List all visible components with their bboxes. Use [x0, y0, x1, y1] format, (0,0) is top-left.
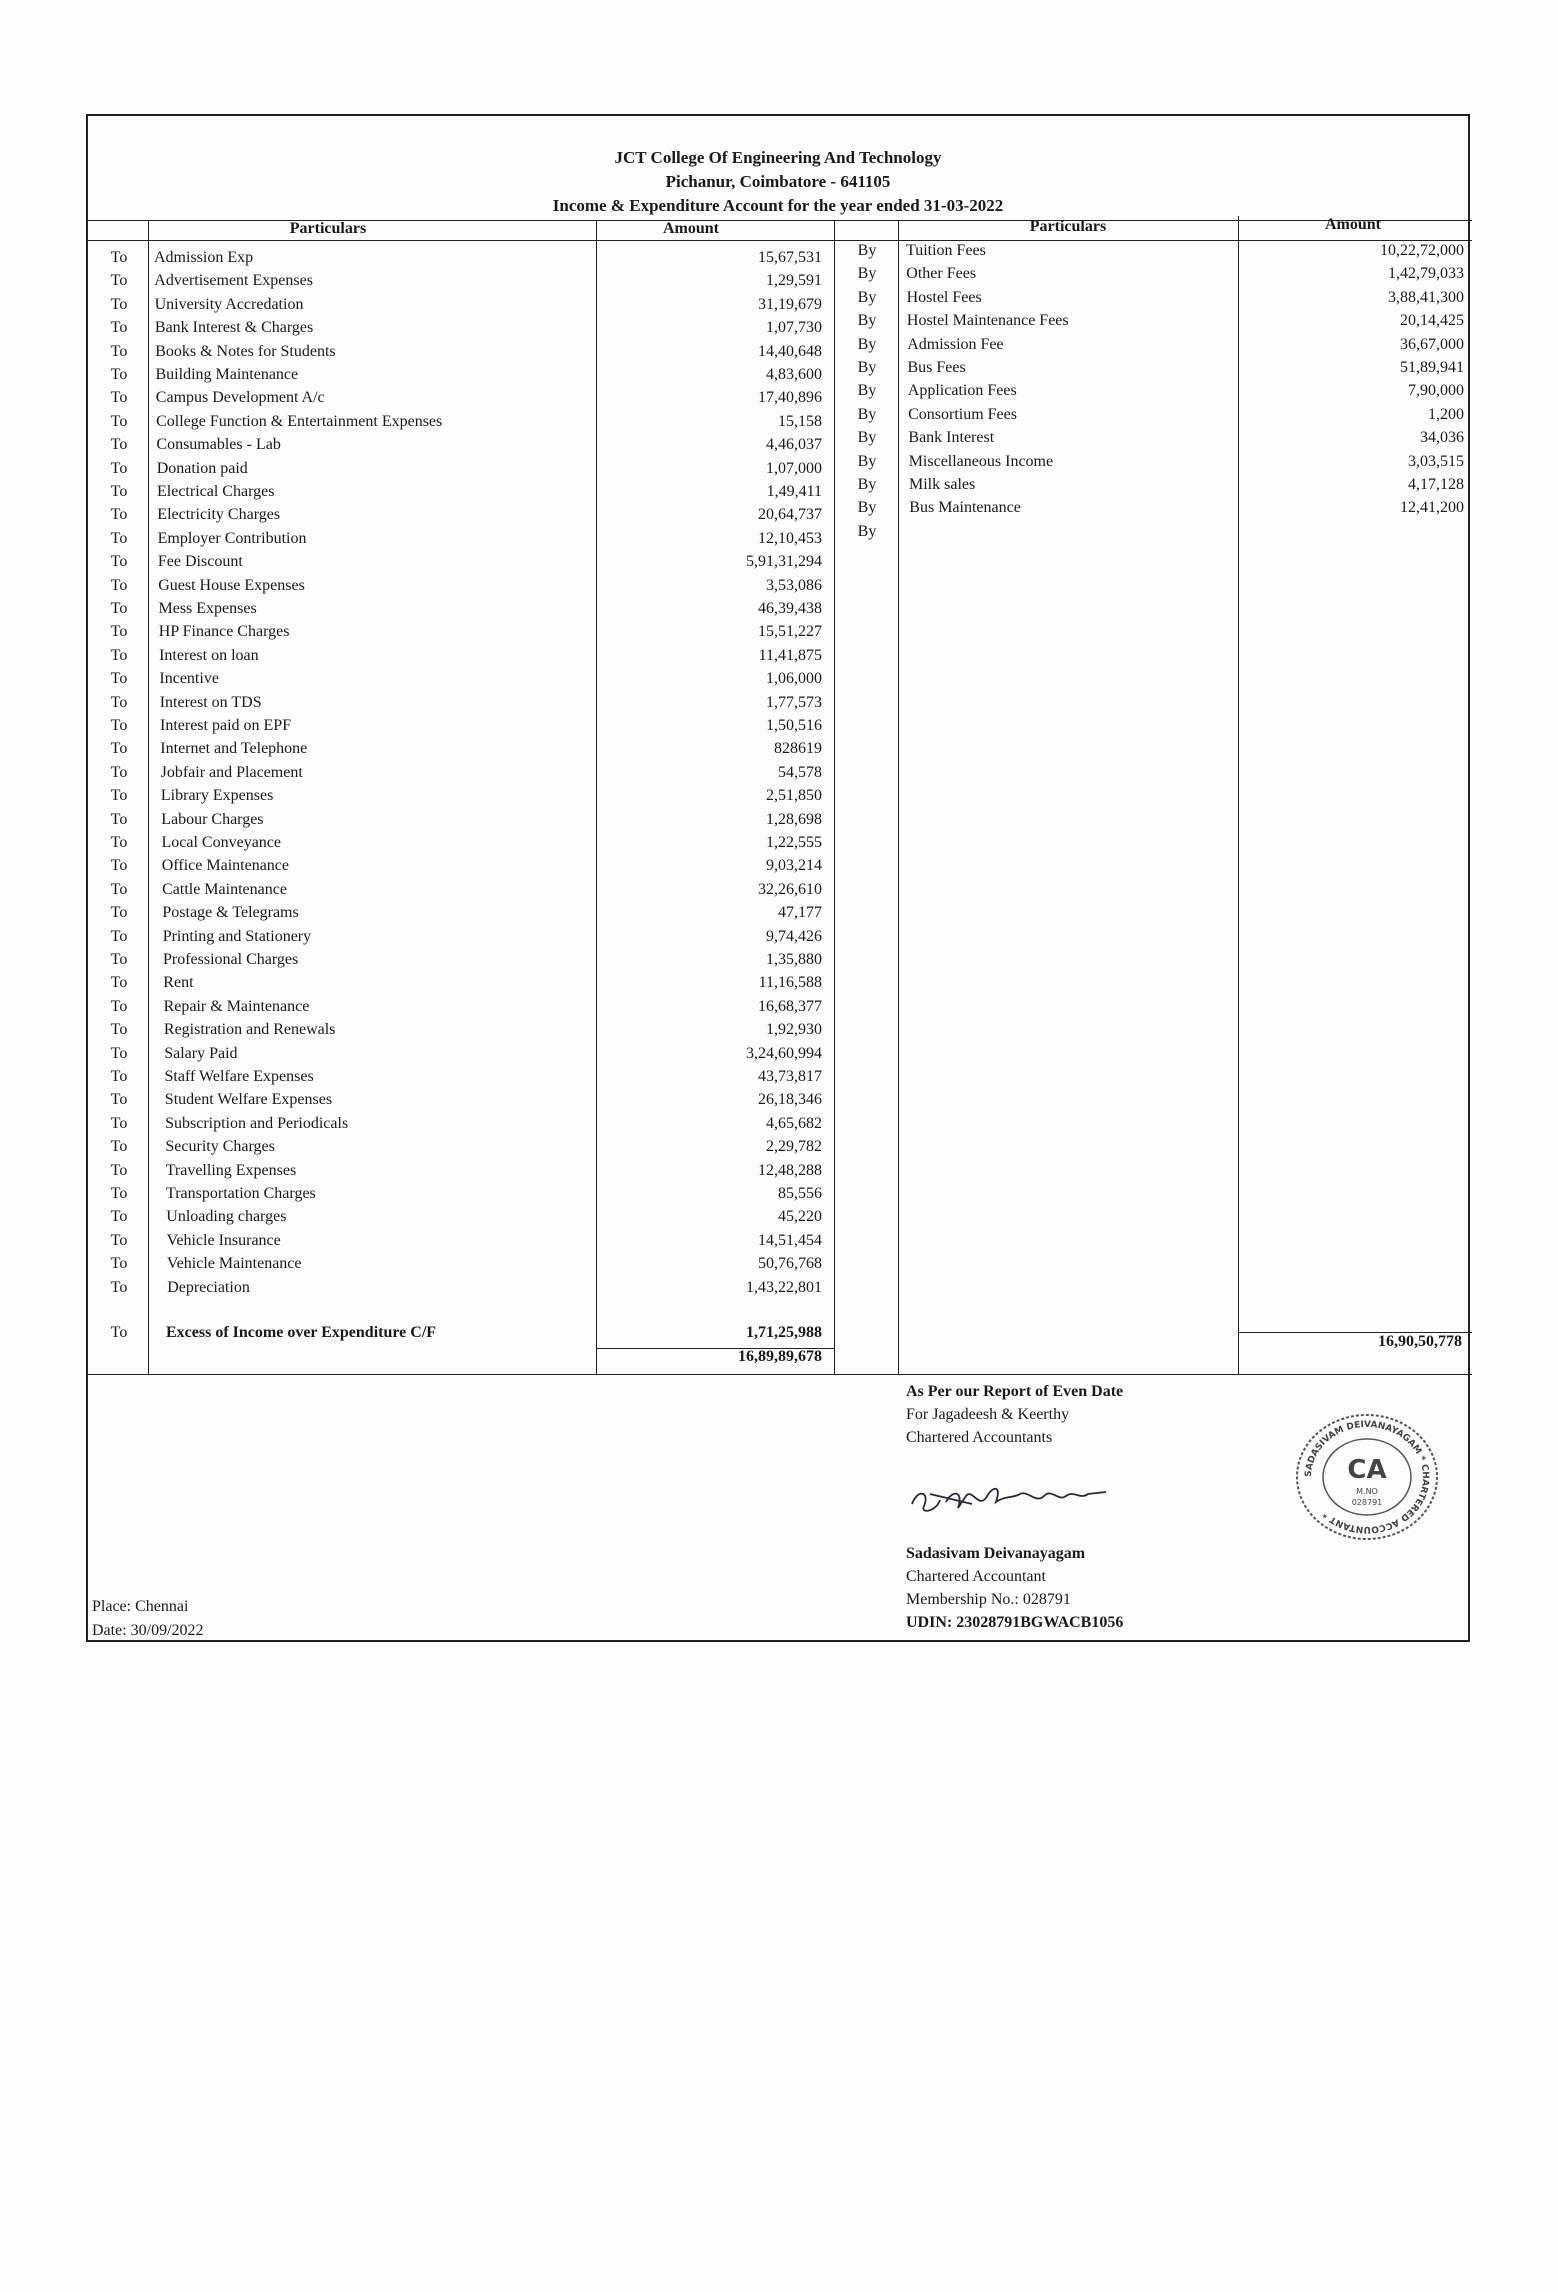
expenditure-row — [88, 1255, 834, 1278]
expense-name: Repair & Maintenance — [163, 997, 310, 1015]
row-prefix: To — [110, 787, 128, 805]
left-amount-header: Amount — [662, 220, 719, 237]
row-prefix: To — [110, 576, 128, 594]
expense-amount: 1,29,591 — [766, 272, 822, 290]
expenditure-row — [88, 272, 834, 295]
income-name: Application Fees — [907, 382, 1017, 400]
expense-name: Local Conveyance — [161, 834, 281, 851]
row-prefix: To — [110, 974, 128, 992]
income-row — [834, 499, 1472, 522]
row-prefix: To — [110, 342, 128, 360]
row-prefix: To — [110, 1114, 128, 1132]
column-header-divider — [88, 240, 1472, 241]
expense-amount: 50,76,768 — [758, 1255, 822, 1273]
excess-row — [88, 1324, 834, 1347]
income-row — [834, 312, 1472, 335]
expense-name: Postage & Telegrams — [162, 904, 299, 922]
expenditure-row — [88, 1232, 834, 1255]
auditor-report-block — [906, 1380, 1123, 1449]
expenditure-row — [88, 974, 834, 997]
right-total-amount: 16,90,50,778 — [1378, 1333, 1462, 1350]
table-bottom-rule — [88, 1374, 1472, 1375]
expense-amount: 46,39,438 — [758, 600, 822, 617]
expenditure-row — [88, 1138, 834, 1161]
expense-amount: 32,26,610 — [758, 880, 822, 898]
expenditure-row — [88, 904, 834, 927]
row-prefix: By — [857, 359, 877, 376]
excess-amount: 1,71,25,988 — [746, 1324, 822, 1341]
expense-name: Guest House Expenses — [158, 576, 305, 594]
expense-amount: 85,556 — [778, 1185, 822, 1202]
row-prefix: To — [110, 763, 128, 781]
expense-amount: 1,22,555 — [766, 834, 822, 851]
row-prefix: To — [110, 389, 128, 407]
expense-amount: 1,92,930 — [766, 1021, 822, 1039]
income-amount: 1,42,79,033 — [1388, 265, 1464, 283]
income-row — [834, 289, 1472, 312]
right-particulars-header: Particulars — [1029, 218, 1107, 235]
row-prefix: To — [110, 717, 128, 734]
expense-amount: 4,65,682 — [766, 1114, 822, 1132]
expense-amount: 9,03,214 — [766, 857, 822, 875]
handwritten-signature — [906, 1468, 1186, 1528]
expense-amount: 26,18,346 — [758, 1091, 822, 1109]
expense-name: Bank Interest & Charges — [154, 319, 314, 337]
row-prefix: By — [857, 452, 877, 470]
expense-amount: 17,40,896 — [758, 389, 822, 407]
expense-amount: 1,50,516 — [766, 717, 822, 734]
expense-amount: 14,51,454 — [758, 1231, 822, 1249]
expenditure-row — [88, 506, 834, 529]
expense-amount: 1,06,000 — [766, 670, 822, 688]
expense-name: Interest on TDS — [159, 693, 262, 711]
expense-amount: 11,16,588 — [758, 974, 822, 992]
left-particulars-header: Particulars — [289, 220, 367, 237]
income-amount: 7,90,000 — [1408, 382, 1464, 400]
expense-name: Travelling Expenses — [165, 1161, 297, 1179]
expense-amount: 828619 — [774, 740, 822, 758]
expense-amount: 2,51,850 — [766, 787, 822, 805]
expenditure-row — [88, 811, 834, 834]
expense-name: Vehicle Maintenance — [166, 1255, 302, 1273]
income-row — [834, 476, 1472, 499]
expense-amount: 15,158 — [778, 412, 822, 430]
income-name: Bank Interest — [908, 429, 995, 447]
expenditure-row — [88, 764, 834, 787]
expenditure-row — [88, 577, 834, 600]
expense-name: Student Welfare Expenses — [164, 1091, 333, 1109]
expenditure-row — [88, 623, 834, 646]
income-expenditure-statement — [86, 114, 1470, 1642]
expenditure-row — [88, 413, 834, 436]
row-prefix: By — [857, 288, 877, 306]
income-name: Admission Fee — [907, 335, 1004, 353]
row-prefix: To — [110, 904, 128, 922]
income-name: Milk sales — [909, 476, 976, 493]
expense-amount: 16,68,377 — [758, 997, 822, 1015]
row-prefix: To — [110, 1068, 128, 1085]
expenditure-row — [88, 1068, 834, 1091]
income-row — [834, 265, 1472, 288]
left-total-row — [596, 1348, 834, 1371]
expense-name: Subscription and Periodicals — [165, 1114, 349, 1132]
row-prefix: To — [110, 600, 128, 617]
row-prefix: To — [110, 1021, 128, 1039]
row-prefix: To — [110, 506, 128, 524]
row-prefix: To — [110, 810, 128, 828]
firm-type: Chartered Accountants — [906, 1429, 1053, 1446]
expense-name: Jobfair and Placement — [160, 763, 303, 781]
expense-amount: 1,28,698 — [766, 810, 822, 828]
stamp-mno-label: M.NO — [1356, 1487, 1378, 1496]
expense-name: Depreciation — [167, 1278, 250, 1296]
expense-amount: 4,46,037 — [766, 436, 822, 454]
expense-name: Unloading charges — [166, 1208, 287, 1226]
expense-amount: 54,578 — [778, 763, 822, 781]
expense-name: Fee Discount — [157, 553, 243, 571]
expenditure-row — [88, 740, 834, 763]
expenditure-row — [88, 343, 834, 366]
expense-amount: 2,29,782 — [766, 1138, 822, 1156]
expenditure-row — [88, 553, 834, 576]
income-amount: 3,88,41,300 — [1388, 288, 1464, 306]
expense-name: Vehicle Insurance — [166, 1231, 281, 1249]
row-prefix: To — [110, 1255, 128, 1273]
income-row — [834, 359, 1472, 382]
firm-name: For Jagadeesh & Keerthy — [906, 1406, 1070, 1423]
expenditure-row — [88, 857, 834, 880]
expense-amount: 3,24,60,994 — [746, 1044, 822, 1062]
row-prefix: By — [857, 242, 877, 259]
expense-amount: 1,77,573 — [766, 693, 822, 711]
expenditure-row — [88, 1091, 834, 1114]
expenditure-row — [88, 249, 834, 272]
expense-amount: 12,48,288 — [758, 1161, 822, 1179]
income-name: Bus Maintenance — [909, 499, 1021, 517]
expenditure-row — [88, 389, 834, 412]
auditor-designation: Chartered Accountant — [906, 1568, 1046, 1585]
college-name: JCT College Of Engineering And Technology — [614, 148, 942, 167]
expenditure-row — [88, 296, 834, 319]
income-amount: 36,67,000 — [1400, 335, 1464, 353]
expense-name: Mess Expenses — [158, 600, 257, 617]
row-prefix: To — [110, 857, 128, 875]
row-prefix: By — [857, 265, 877, 283]
expenditure-row — [88, 366, 834, 389]
row-prefix: By — [857, 405, 877, 423]
row-prefix: To — [110, 1044, 128, 1062]
expense-amount: 1,07,730 — [766, 319, 822, 337]
income-name: Miscellaneous Income — [908, 452, 1054, 470]
report-line: As Per our Report of Even Date — [906, 1383, 1124, 1400]
expense-amount: 1,49,411 — [766, 483, 822, 500]
expenditure-row — [88, 834, 834, 857]
expenditure-row — [88, 1162, 834, 1185]
right-total-row — [1238, 1333, 1472, 1356]
row-prefix: To — [110, 295, 128, 313]
expense-name: Internet and Telephone — [160, 740, 308, 758]
income-amount: 3,03,515 — [1408, 452, 1464, 470]
expense-name: Books & Notes for Students — [155, 342, 336, 360]
expense-name: Library Expenses — [160, 787, 274, 805]
row-prefix: To — [110, 436, 128, 454]
expense-name: Advertisement Expenses — [154, 272, 313, 290]
expense-amount: 12,10,453 — [758, 529, 822, 547]
income-row — [834, 382, 1472, 405]
college-address: Pichanur, Coimbatore - 641105 — [665, 172, 891, 191]
stamp-mno-value: 028791 — [1351, 1498, 1383, 1507]
row-prefix: By — [857, 382, 877, 400]
expenditure-row — [88, 694, 834, 717]
row-prefix: To — [110, 623, 128, 641]
income-name: Bus Fees — [907, 359, 966, 376]
income-amount: 1,200 — [1428, 405, 1464, 423]
row-prefix: To — [110, 553, 128, 571]
row-prefix: To — [110, 880, 128, 898]
udin: UDIN: 23028791BGWACB1056 — [906, 1614, 1124, 1631]
place: Place: Chennai — [92, 1598, 189, 1615]
income-row — [834, 523, 1472, 546]
row-prefix: By — [857, 429, 877, 447]
expense-name: Consumables - Lab — [156, 436, 281, 454]
income-row — [834, 336, 1472, 359]
expenditure-row — [88, 998, 834, 1021]
expense-name: Incentive — [159, 670, 219, 688]
expenditure-row — [88, 1185, 834, 1208]
row-prefix: To — [110, 1278, 128, 1296]
row-prefix: To — [110, 1161, 128, 1179]
expenditure-row — [88, 670, 834, 693]
excess-prefix: To — [110, 1324, 128, 1341]
expense-name: Employer Contribution — [157, 529, 307, 547]
expense-amount: 1,35,880 — [766, 951, 822, 968]
row-prefix: To — [110, 927, 128, 945]
expense-amount: 5,91,31,294 — [746, 553, 822, 571]
row-prefix: By — [857, 499, 877, 517]
expense-amount: 47,177 — [778, 904, 822, 922]
row-prefix: By — [857, 476, 877, 493]
row-prefix: To — [110, 366, 128, 383]
row-prefix: To — [110, 951, 128, 968]
expenditure-row — [88, 1115, 834, 1138]
expenditure-row — [88, 530, 834, 553]
row-prefix: To — [110, 740, 128, 758]
income-amount: 10,22,72,000 — [1380, 242, 1464, 259]
excess-label: Excess of Income over Expenditure C/F — [166, 1324, 437, 1341]
expenditure-row — [88, 951, 834, 974]
expenditure-row — [88, 1045, 834, 1068]
expense-name: Electricity Charges — [157, 506, 281, 524]
expenditure-row — [88, 460, 834, 483]
expense-name: Transportation Charges — [166, 1185, 316, 1202]
row-prefix: To — [110, 483, 128, 500]
income-row — [834, 429, 1472, 452]
expense-amount: 15,51,227 — [758, 623, 822, 641]
row-prefix: To — [110, 459, 128, 477]
expense-name: Admission Exp — [154, 249, 254, 266]
row-prefix: To — [110, 1091, 128, 1109]
expense-name: HP Finance Charges — [158, 623, 290, 641]
row-prefix: To — [110, 249, 128, 266]
expense-name: Registration and Renewals — [163, 1021, 336, 1039]
expenditure-row — [88, 1021, 834, 1044]
income-name: Other Fees — [906, 265, 977, 283]
expenditure-row — [88, 787, 834, 810]
expenditure-row — [88, 717, 834, 740]
expenditure-row — [88, 483, 834, 506]
expenditure-row — [88, 600, 834, 623]
stamp-ca-logo: CA — [1347, 1455, 1387, 1485]
expense-name: Cattle Maintenance — [162, 880, 287, 898]
expense-name: Rent — [163, 974, 194, 992]
income-name: Consortium Fees — [908, 405, 1017, 423]
expense-amount: 14,40,648 — [758, 342, 822, 360]
expenditure-row — [88, 1279, 834, 1302]
expense-name: Interest paid on EPF — [160, 717, 292, 734]
expense-name: College Function & Entertainment Expenses — [156, 412, 443, 430]
expense-name: University Accredation — [154, 295, 304, 313]
expense-amount: 15,67,531 — [758, 249, 822, 266]
expense-name: Security Charges — [165, 1138, 275, 1156]
row-prefix: By — [857, 522, 877, 540]
ca-seal-stamp — [1292, 1412, 1442, 1542]
right-amount-header: Amount — [1324, 216, 1381, 233]
row-prefix: To — [110, 412, 128, 430]
auditor-details — [906, 1542, 1123, 1634]
expense-amount: 45,220 — [778, 1208, 822, 1226]
expenditure-row — [88, 319, 834, 342]
expense-amount: 11,41,875 — [758, 646, 822, 664]
expense-name: Office Maintenance — [161, 857, 289, 875]
expense-name: Campus Development A/c — [155, 389, 325, 407]
row-prefix: By — [857, 312, 877, 330]
statement-title: Income & Expenditure Account for the year ended 31-03-2022 — [552, 196, 1004, 215]
expenditure-row — [88, 881, 834, 904]
row-prefix: To — [110, 834, 128, 851]
stamp-ring-text: SADASIVAM DEIVANAYAGAM * CHARTERED ACCOUNTANT * — [1303, 1419, 1431, 1535]
date: Date: 30/09/2022 — [92, 1622, 204, 1639]
expenditure-row — [88, 1208, 834, 1231]
left-total-amount: 16,89,89,678 — [738, 1348, 822, 1365]
row-prefix: To — [110, 1208, 128, 1226]
membership-number: Membership No.: 028791 — [906, 1591, 1071, 1608]
income-amount: 51,89,941 — [1400, 359, 1464, 376]
expense-name: Interest on loan — [159, 646, 259, 664]
expense-amount: 1,43,22,801 — [746, 1278, 822, 1296]
expense-amount: 20,64,737 — [758, 506, 822, 524]
row-prefix: To — [110, 1231, 128, 1249]
income-name: Hostel Fees — [906, 288, 982, 306]
income-name: Hostel Maintenance Fees — [906, 312, 1069, 330]
row-prefix: By — [857, 335, 877, 353]
row-prefix: To — [110, 529, 128, 547]
expense-amount: 4,83,600 — [766, 366, 822, 383]
income-name: Tuition Fees — [906, 242, 986, 259]
expense-name: Electrical Charges — [157, 483, 275, 500]
expense-name: Donation paid — [156, 459, 248, 477]
row-prefix: To — [110, 693, 128, 711]
expenditure-row — [88, 928, 834, 951]
expense-name: Printing and Stationery — [162, 927, 312, 945]
auditor-name: Sadasivam Deivanayagam — [906, 1545, 1086, 1562]
expense-amount: 31,19,679 — [758, 295, 822, 313]
expense-name: Building Maintenance — [155, 366, 299, 383]
income-row — [834, 406, 1472, 429]
expenditure-row — [88, 647, 834, 670]
income-amount: 20,14,425 — [1400, 312, 1464, 330]
row-prefix: To — [110, 272, 128, 290]
row-prefix: To — [110, 997, 128, 1015]
row-prefix: To — [110, 1185, 128, 1202]
expense-name: Labour Charges — [161, 810, 264, 828]
row-prefix: To — [110, 1138, 128, 1156]
income-amount: 12,41,200 — [1400, 499, 1464, 517]
income-amount: 4,17,128 — [1408, 476, 1464, 493]
income-row — [834, 453, 1472, 476]
income-row — [834, 242, 1472, 265]
expense-name: Salary Paid — [164, 1044, 238, 1062]
expense-amount: 43,73,817 — [758, 1068, 822, 1085]
row-prefix: To — [110, 646, 128, 664]
income-amount: 34,036 — [1420, 429, 1464, 447]
expense-name: Professional Charges — [163, 951, 299, 968]
expense-amount: 9,74,426 — [766, 927, 822, 945]
expenditure-row — [88, 436, 834, 459]
row-prefix: To — [110, 319, 128, 337]
expense-name: Staff Welfare Expenses — [164, 1068, 314, 1085]
expense-amount: 1,07,000 — [766, 459, 822, 477]
expense-amount: 3,53,086 — [766, 576, 822, 594]
row-prefix: To — [110, 670, 128, 688]
